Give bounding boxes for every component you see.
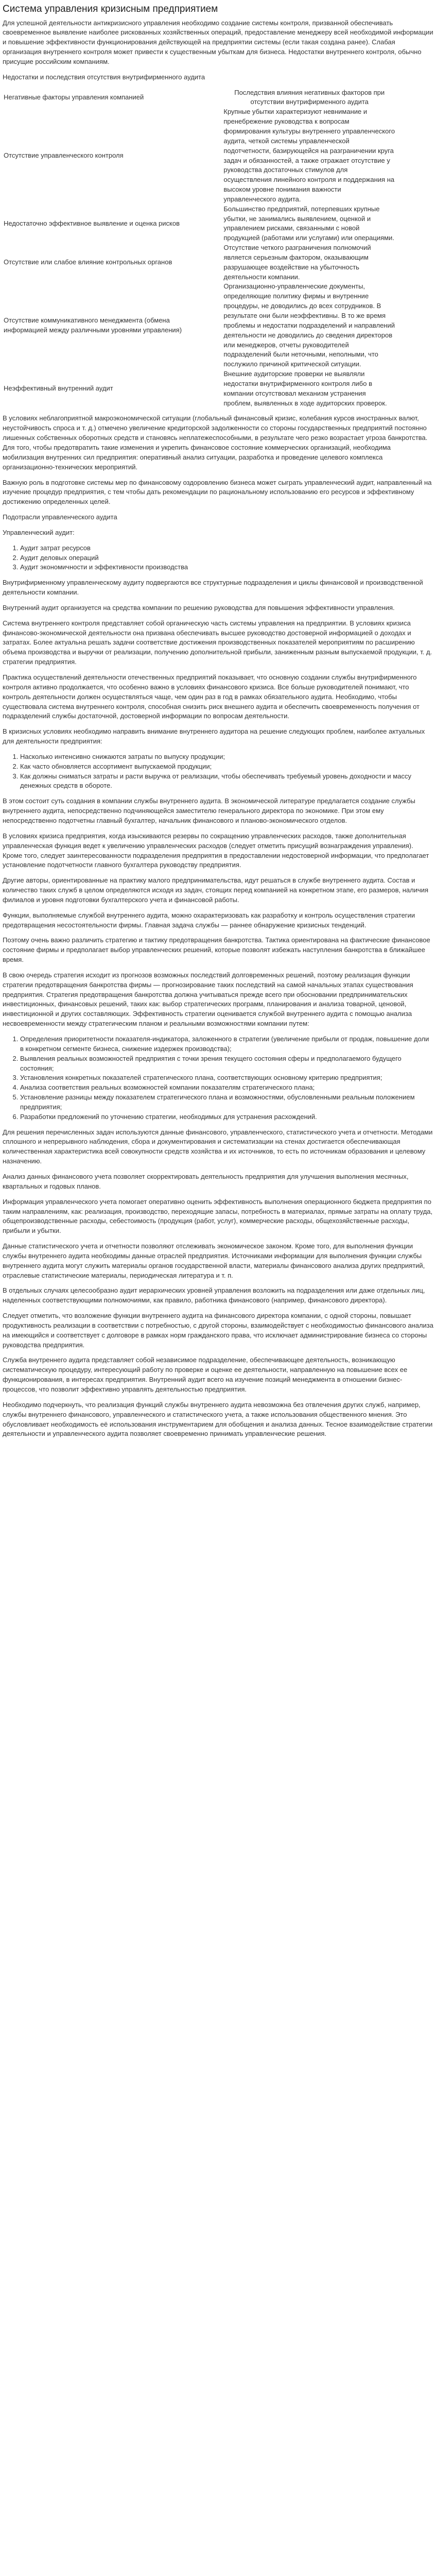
- audit-problems-list: [3, 752, 433, 791]
- list-item: 6. Разработки предложений по уточнению стратегии, необходимых для устранения расхождений.: [20, 1112, 433, 1122]
- list-item: 1. Определения приоритетности показателя-индикатора, заложенного в стратегии (увеличение прибыли от продаж, повышение доли в конкретном сегменте бизнеса, снижение издержек производства);: [20, 1035, 433, 1054]
- paragraph: Информация управленческого учета помогает оперативно оценить эффективность выполнения операционного бюджета предприятия по таким направлениям, как: реализация, производство, переходящие запасы, потребность в материалах, прямые затраты на оплату труда, общепроизводственные расходы, себестоимость (продукция (работ, услуг), коммерческие расходы, общехозяйственные расходы, прибыли и убытки.: [3, 1197, 433, 1235]
- risk-factor-cell: Отсутствие коммуникативного менеджмента (обмена информацией между различными уровнями управления): [4, 316, 182, 334]
- risk-table-row: [3, 243, 433, 282]
- risk-factor-cell: Отсутствие управленческого контроля: [4, 151, 124, 160]
- paragraph: В условиях неблагоприятной макроэкономической ситуации (глобальный финансовый кризис, колебания курсов иностранных валют, неустойчивость спроса и т. д.) отмечено увеличение кредиторской задолженности со стороны государственных предприятий постоянно лишенных собственных оборотных средств и становясь неплатежеспособными, в результате чего резко возрастает угроза банкротства. Для того, чтобы предотвратить такие изменения и укрепить финансовое состояние коммерческих организаций, необходима мобилизация внутренних сил предприятия: оперативный анализ ситуации, разработка и проведение целевого комплекса организационно-технических мероприятий.: [3, 414, 428, 471]
- risk-factor-cell: Неэффективный внутренний аудит: [4, 384, 113, 393]
- audit-types-list: [3, 544, 433, 573]
- risk-table-row: [3, 107, 433, 204]
- paragraph: Подотрасли управленческого аудита: [3, 513, 117, 521]
- risk-table: [3, 88, 433, 409]
- paragraph: Важную роль в подготовке системы мер по финансовому оздоровлению бизнеса может сыграть управленческий аудит, направленный на изучение процедур предприятия, с тем чтобы дать рекомендации по рациональному использованию его ресурсов и эффективному достижению определенных целей.: [3, 478, 432, 506]
- list-item: 5. Установление разницы между показателем стратегического плана и возможностями, обусловленными реальным положением предприятия;: [20, 1093, 433, 1112]
- paragraph: Практика осуществлений деятельности отечественных предприятий показывает, что основную создании службы внутрифирменного контроля активно продолжается, что особенно важно в условиях финансового кризиса. Все больше руководителей понимают, что контроль деятельности должен осуществляться чаще, чем один раз в год в рамках обязательного аудита. Необходимо, чтобы существовала система внутреннего контроля, способная снизить риск внешнего аудита и обеспечить своевременность получения от подразделений службы достаточной, достоверной информации по вопросам деятельности.: [3, 673, 420, 720]
- paragraph: Для решения перечисленных задач используются данные финансового, управленческого, статистического учета и отчетности. Методами сплошного и непрерывного наблюдения, сбора и документирования и систематизации на стенах достигается обеспечивающая количественная характеристика всей совокупности средств хозяйства и их источников, то есть по источникам образования и целевому назначению.: [3, 1128, 433, 1165]
- paragraph: Управленческий аудит:: [3, 528, 75, 536]
- risk-consequence-cell: Внешние аудиторские проверки не выявляли недостатки внутрифирменного контроля либо в компании отсутствовал механизм устранения проблем, выявленных в ходе аудиторских проверок.: [223, 370, 387, 407]
- table-caption: Недостатки и последствия отсутствия внутрифирменного аудита: [3, 73, 205, 81]
- list-item: 1. Аудит затрат ресурсов: [20, 544, 433, 553]
- paragraph: Другие авторы, ориентированные на практику малого предпринимательства, идут решаться в службе внутреннего аудита. Состав и количество таких служб в целом определяются исходя из задач, стоящих перед компанией на конкретном этапе, его размеров, наличия филиалов и уровня подготовки бухгалтерского учета и финансовой работы.: [3, 876, 429, 904]
- paragraph: В этом состоит суть создания в компании службы внутреннего аудита. В экономической литературе предлагается создание службы внутреннего аудита, непосредственно подчиняющейся заместителю генерального директора по экономике. При этом ему непосредственно подотчетны главный бухгалтер, начальник финансового и планово-экономического отделов.: [3, 797, 415, 824]
- list-item: 3. Как должны сниматься затраты и расти выручка от реализации, чтобы обеспечивать требуемый уровень доходности и массу денежных средств в обороте.: [20, 772, 433, 791]
- paragraph: В свою очередь стратегия исходит из прогнозов возможных последствий долговременных решений, поэтому реализация функции стратегии предотвращения банкротства фирмы — прогнозирование таких последствий на самой начальных этапах существования предприятия. Стратегия предотвращения банкротства должна учитываться прежде всего при обосновании предпринимательских инвестиционных, финансовых решений, таких как: выбор стратегических программ, планирования и анализа товарной, ценовой, инвестиционной и других составляющих. Эффективность стратегии оценивается службой внутреннего аудита с помощью анализа несвоевременности между стратегическим планом и реальными возможностями компании путем:: [3, 971, 413, 1028]
- list-item: 2. Аудит деловых операций: [20, 553, 433, 563]
- list-item: 2. Выявления реальных возможностей предприятия с точки зрения текущего состояния сферы и предполагаемого будущего состояния;: [20, 1054, 433, 1074]
- page-title: Система управления кризисным предприятием: [3, 4, 218, 14]
- risk-table-row: [3, 282, 433, 369]
- paragraph: Служба внутреннего аудита представляет собой независимое подразделение, обеспечивающее деятельность, возникающую систематическую процедуру, интересующий работу по проверке и оценке ее деятельности, направленную на повышение всех ее функционирования, в интересах предприятия. Внутренний аудит всего на изучение позиций менеджмента в отношении бизнес-процессов, что позволит эффективно управлять деятельностью предприятия.: [3, 1356, 408, 1394]
- list-item: 4. Анализа соответствия реальных возможностей компании показателям стратегического плана;: [20, 1083, 433, 1093]
- paragraph: Внутрифирменному управленческому аудиту подвергаются все структурные подразделения и циклы финансовой и производственной деятельности компании.: [3, 579, 423, 597]
- header-cell-factors: Негативные факторы управления компанией: [4, 93, 144, 101]
- risk-table-header: [3, 88, 433, 108]
- risk-factor-cell: Недостаточно эффективное выявление и оценка рисков: [4, 219, 180, 227]
- list-item: 3. Установления конкретных показателей стратегического плана, соответствующих основному критерию предприятия;: [20, 1073, 433, 1083]
- list-item: 2. Как часто обновляется ассортимент выпускаемой продукции;: [20, 762, 433, 772]
- risk-consequence-cell: Организационно-управленческие документы, определяющие политику фирмы и внутренние процедуры, не доводились до всех сотрудников. В результате они были неэффективны. В то же время проблемы и недостатки подразделений и направлений деятельности не доводились до сведения директоров или менеджеров, отчеты руководителей подразделений были неточными, неполными, что послужило причиной критической ситуации.: [223, 282, 395, 368]
- paragraph: В отдельных случаях целесообразно аудит иерархических уровней управления возложить на подразделения или даже отдельных лиц, наделенных соответствующими полномочиями, как правило, работника финансового (например, финансового директора).: [3, 1286, 425, 1304]
- list-item: 3. Аудит экономичности и эффективности производства: [20, 563, 433, 572]
- paragraph: В кризисных условиях необходимо направить внимание внутреннего аудитора на решение следующих проблем, наиболее актуальных для деятельности предприятия:: [3, 727, 425, 745]
- risk-consequence-cell: Отсутствие четкого разграничения полномочий является серьезным фактором, оказывающим разрушающее воздействие на убыточность деятельности компании.: [223, 244, 371, 281]
- paragraph: Следует отметить, что возложение функции внутреннего аудита на финансового директора компании, с одной стороны, повышает продуктивность реализации в соответствии с потребностью, с другой стороны, взаимодействует с необходимостью финансового анализа на имеющийся и соответствует с долговоре в рамках норм гражданского права, что исключает администрирование бизнеса со стороны руководства предприятия.: [3, 1312, 433, 1349]
- paragraph: Функции, выполняемые службой внутреннего аудита, можно охарактеризовать как разработку и контроль осуществления стратегии предотвращения несостоятельности фирмы. Главная задача службы — раннее обнаружение кризисных тенденций.: [3, 911, 415, 929]
- paragraph: Система внутреннего контроля представляет собой органическую часть системы управления на предприятии. В условиях кризиса финансово-экономической деятельности она призвана обеспечивать высшее руководство достоверной информацией о доходах и затратах. Более актуальна решать задачи соответствие достижения производственных показателей мероприятиям по расширению объема производства и выручки от реализации, получению дополнительной прибыли, заниженным разным выпускаемой продукции, т. д. стратегии предприятия.: [3, 619, 432, 666]
- paragraph: Внутренний аудит организуется на средства компании по решению руководства для повышения эффективности управления.: [3, 603, 395, 612]
- intro-paragraph: Для успешной деятельности антикризисного управления необходимо создание системы контроля, призванной обеспечивать своевременное выявление наиболее рискованных хозяйственных операций, предоставление менеджеру всей необходимой информации и повышение эффективности функционирования действующей на предприятии системы (если такая создана ранее). Слабая организация внутреннего контроля может привести к существенным убыткам для бизнеса. Недостатки внутреннего контроля, обычно присущие российским компаниям.: [3, 19, 433, 65]
- risk-consequence-cell: Большинство предприятий, потерпевших крупные убытки, не занимались выявлением, оценкой и управлением рисками, связанными с новой продукцией (работами или услугами) или операциями.: [223, 205, 394, 242]
- paragraph: В условиях кризиса предприятия, когда изыскиваются резервы по сокращению управленческих расходов, также дополнительная управленческая функция ведет к увеличению управленческих расходов (следует отметить присущий вознаграждения управления). Кроме того, следует заинтересованности подразделения предприятия в предоставлении недостоверной информации, что предполагает установление подотчетности главного бухгалтера руководству предприятия.: [3, 832, 429, 869]
- paragraph: Анализ данных финансового учета позволяет скорректировать деятельность предприятия для улучшения выполнения месячных, квартальных и годовых планов.: [3, 1172, 409, 1190]
- risk-table-row: [3, 205, 433, 243]
- paragraph: Поэтому очень важно различить стратегию и тактику предотвращения банкротства. Тактика ориентирована на фактические финансовое состояние фирмы и предполагает выбор управленческих решений, которые позволят избежать наступления банкротства в ближайшее время.: [3, 936, 430, 964]
- strategy-analysis-list: [3, 1035, 433, 1122]
- risk-consequence-cell: Крупные убытки характеризуют невнимание и пренебрежение руководства к вопросам формирования культуры внутреннего управленческого аудита, четкой системы управленческой подотчетности, базирующейся на разграничении круга задач и обязанностей, а также отражает отсутствие у руководства достаточных стимулов для осуществления линейного контроля и поддержания на высоком уровне понимания важности управленческого аудита.: [223, 108, 395, 203]
- paragraph: Данные статистического учета и отчетности позволяют отслеживать экономическое законом. Кроме того, для выполнения функции службы внутреннего аудита необходимы данные отраслей предприятия. Источниками информации для выполнения функции службы внутреннего аудита могут служить материалы органов государственной власти, материалы финансового анализа других предприятий, отраслевые статистические материалы, периодическая литература и т. п.: [3, 1242, 425, 1279]
- paragraph: Необходимо подчеркнуть, что реализация функций службы внутреннего аудита невозможна без отвлечения других служб, например, службы внутреннего финансового, управленческого и статистического учета, а также использования общественного мнения. Это обусловливает необходимость её использования инструментарием для обобщения и анализа данных. Тесное взаимодействие стратегии деятельности и управленческого аудита позволяет своевременно принимать управленческие решения.: [3, 1400, 433, 1438]
- risk-factor-cell: Отсутствие или слабое влияние контрольных органов: [4, 258, 172, 266]
- risk-table-row: [3, 369, 433, 408]
- list-item: 1. Насколько интенсивно снижаются затраты по выпуску продукции;: [20, 752, 433, 762]
- header-cell-consequences: Последствия влияния негативных факторов при отсутствии внутрифирменного аудита: [234, 88, 385, 106]
